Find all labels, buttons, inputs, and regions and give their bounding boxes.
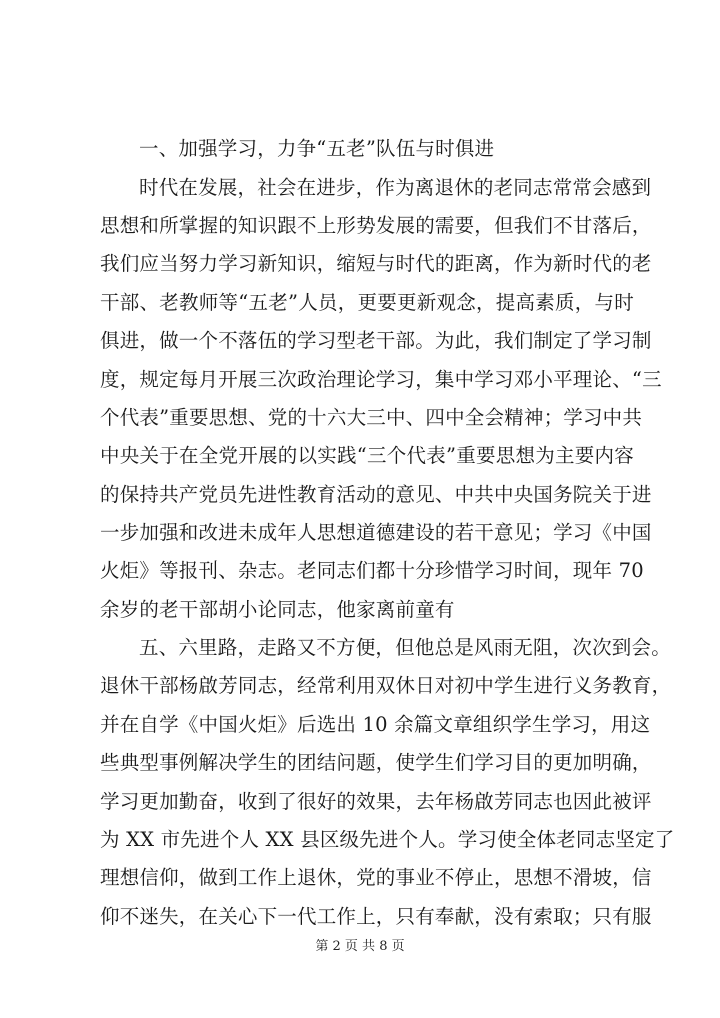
- paragraph-line: 学习更加勤奋，收到了很好的效果，去年杨啟芳同志也因此被评: [100, 790, 652, 813]
- paragraph-line: 思想和所掌握的知识跟不上形势发展的需要，但我们不甘落后，: [100, 214, 652, 237]
- paragraph-line: 度，规定每月开展三次政治理论学习，集中学习邓小平理论、“三: [100, 368, 662, 391]
- paragraph-line: 俱进，做一个不落伍的学习型老干部。为此，我们制定了学习制: [100, 329, 652, 352]
- paragraph-line: 为 XX 市先进个人 XX 县区级先进个人。学习使全体老同志坚定了: [100, 828, 675, 851]
- paragraph-line: 些典型事例解决学生的团结问题，使学生们学习目的更加明确，: [100, 751, 652, 774]
- paragraph-line: 仰不迷失，在关心下一代工作上，只有奉献，没有索取；只有服: [100, 905, 652, 928]
- paragraph-line: 中央关于在全党开展的以实践“三个代表”重要思想为主要内容: [100, 444, 634, 467]
- paragraph-line: 我们应当努力学习新知识，缩短与时代的距离，作为新时代的老: [100, 252, 652, 275]
- paragraph-line: 干部、老教师等“五老”人员，更要更新观念，提高素质，与时: [100, 291, 634, 314]
- page-number-footer: 第 2 页 共 8 页: [315, 939, 405, 954]
- paragraph-line: 余岁的老干部胡小论同志，他家离前童有: [100, 598, 455, 621]
- paragraph-line: 并在自学《中国火炬》后选出 10 余篇文章组织学生学习，用这: [100, 713, 651, 736]
- paragraph-line: 时代在发展，社会在进步，作为离退休的老同志常常会感到: [139, 176, 652, 199]
- paragraph-line: 个代表”重要思想、党的十六大三中、四中全会精神；学习中共: [100, 406, 643, 429]
- section-heading: 一、加强学习，力争“五老”队伍与时俱进: [139, 137, 495, 160]
- paragraph-line: 火炬》等报刊、杂志。老同志们都十分珍惜学习时间，现年 70: [100, 559, 644, 582]
- paragraph-line: 理想信仰，做到工作上退休，党的事业不停止，思想不滑坡，信: [100, 866, 652, 889]
- paragraph-line: 一步加强和改进未成年人思想道德建设的若干意见；学习《中国: [100, 521, 652, 544]
- paragraph-line: 的保持共产党员先进性教育活动的意见、中共中央国务院关于进: [100, 483, 652, 506]
- paragraph-line: 退休干部杨啟芳同志，经常利用双休日对初中学生进行义务教育，: [100, 674, 672, 697]
- paragraph-line: 五、六里路，走路又不方便，但他总是风雨无阻，次次到会。: [139, 636, 671, 659]
